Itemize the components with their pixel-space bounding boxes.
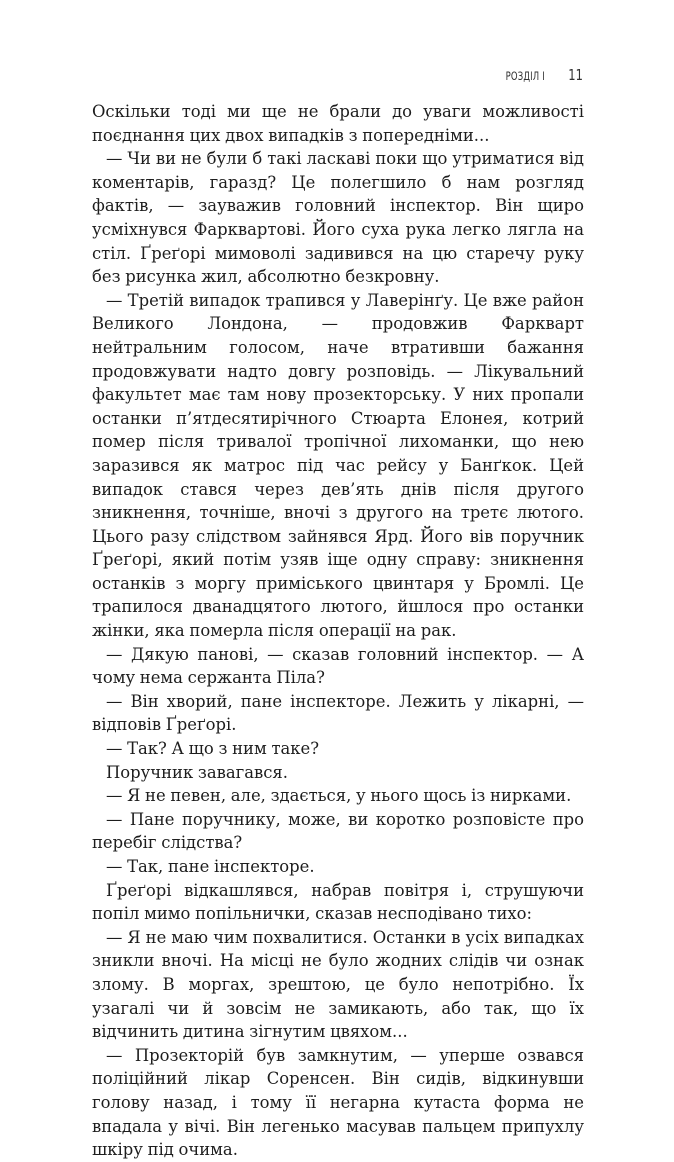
paragraph: — Так, пане інспекторе. — [106, 857, 315, 876]
paragraph: — Я не певен, але, здається, у нього щось із нирками. — [106, 786, 572, 806]
running-header — [497, 66, 584, 84]
paragraph: — Прозекторій був замкнутим, — уперше озвався поліційний лікар Соренсен. Він сидів, відкинувши голову назад, і тому її негарна кутаста форма не впадала у вічі. Він легенько масував пальцем припухлу шкіру під очима. — [92, 1045, 584, 1160]
paragraph: Оскільки тоді ми ще не брали до уваги можливості поєднання цих двох випадків з попередніми... — [92, 102, 584, 145]
body-text — [92, 100, 584, 1162]
page-number: 11 — [568, 66, 583, 84]
paragraph: Поручник завагався. — [106, 762, 288, 782]
paragraph: Ґреґорі відкашлявся, набрав повітря і, струшуючи попіл мимо попільнички, сказав несподівано тихо: — [92, 880, 584, 924]
paragraph: — Дякую панові, — сказав головний інспектор. — А чому нема сержанта Піла? — [92, 644, 584, 688]
paragraph: — Він хворий, пане інспекторе. Лежить у лікарні, — відповів Ґреґорі. — [92, 691, 584, 735]
paragraph: — Я не маю чим похвалитися. Останки в усіх випадках зникли вночі. На місці не було жодних слідів чи ознак злому. В моргах, зрештою, це було непотрібно. Їх узагалі чи й зовсім не замикають, або так, що їх відчинить дитина зігнутим цвяхом... — [92, 927, 584, 1042]
paragraph: — Чи ви не були б такі ласкаві поки що утриматися від коментарів, гаразд? Це полегшило б нам розгляд фактів, — зауважив головний інспектор. Він щиро усміхнувся Фарквартові. Його суха рука легко лягла на стіл. Ґреґорі мимоволі задивився на цю старечу руку без рисунка жил, абсолютно безкровну. — [92, 149, 584, 287]
paragraph: — Пане поручнику, може, ви коротко розповісте про перебіг слідства? — [92, 809, 584, 853]
paragraph: — Третій випадок трапився у Лаверінґу. Це вже район Великого Лондона, — продовжив Фаркварт нейтральним голосом, наче втративши бажання продовжувати надто довгу розповідь. — Лікувальний факультет має там нову прозекторську. У них пропали останки п’ятдесятирічного Стюарта Елонея, котрий помер після тривалої тропічної лихоманки, що нею заразився як матрос під час рейсу у Банґкок. Цей випадок стався через дев’ять днів після другого зникнення, точніше, вночі з другого на третє лютого. Цього разу слідством зайнявся Ярд. Його вів поручник Ґреґорі, який потім узяв іще одну справу: зникнення останків з моргу приміського цвинтаря у Бромлі. Це трапилося дванадцятого лютого, йшлося про останки жінки, яка померла після операції на рак. — [92, 290, 584, 641]
paragraph: — Так? А що з ним таке? — [106, 739, 320, 759]
chapter-title: РОЗДІЛ I — [505, 69, 545, 83]
